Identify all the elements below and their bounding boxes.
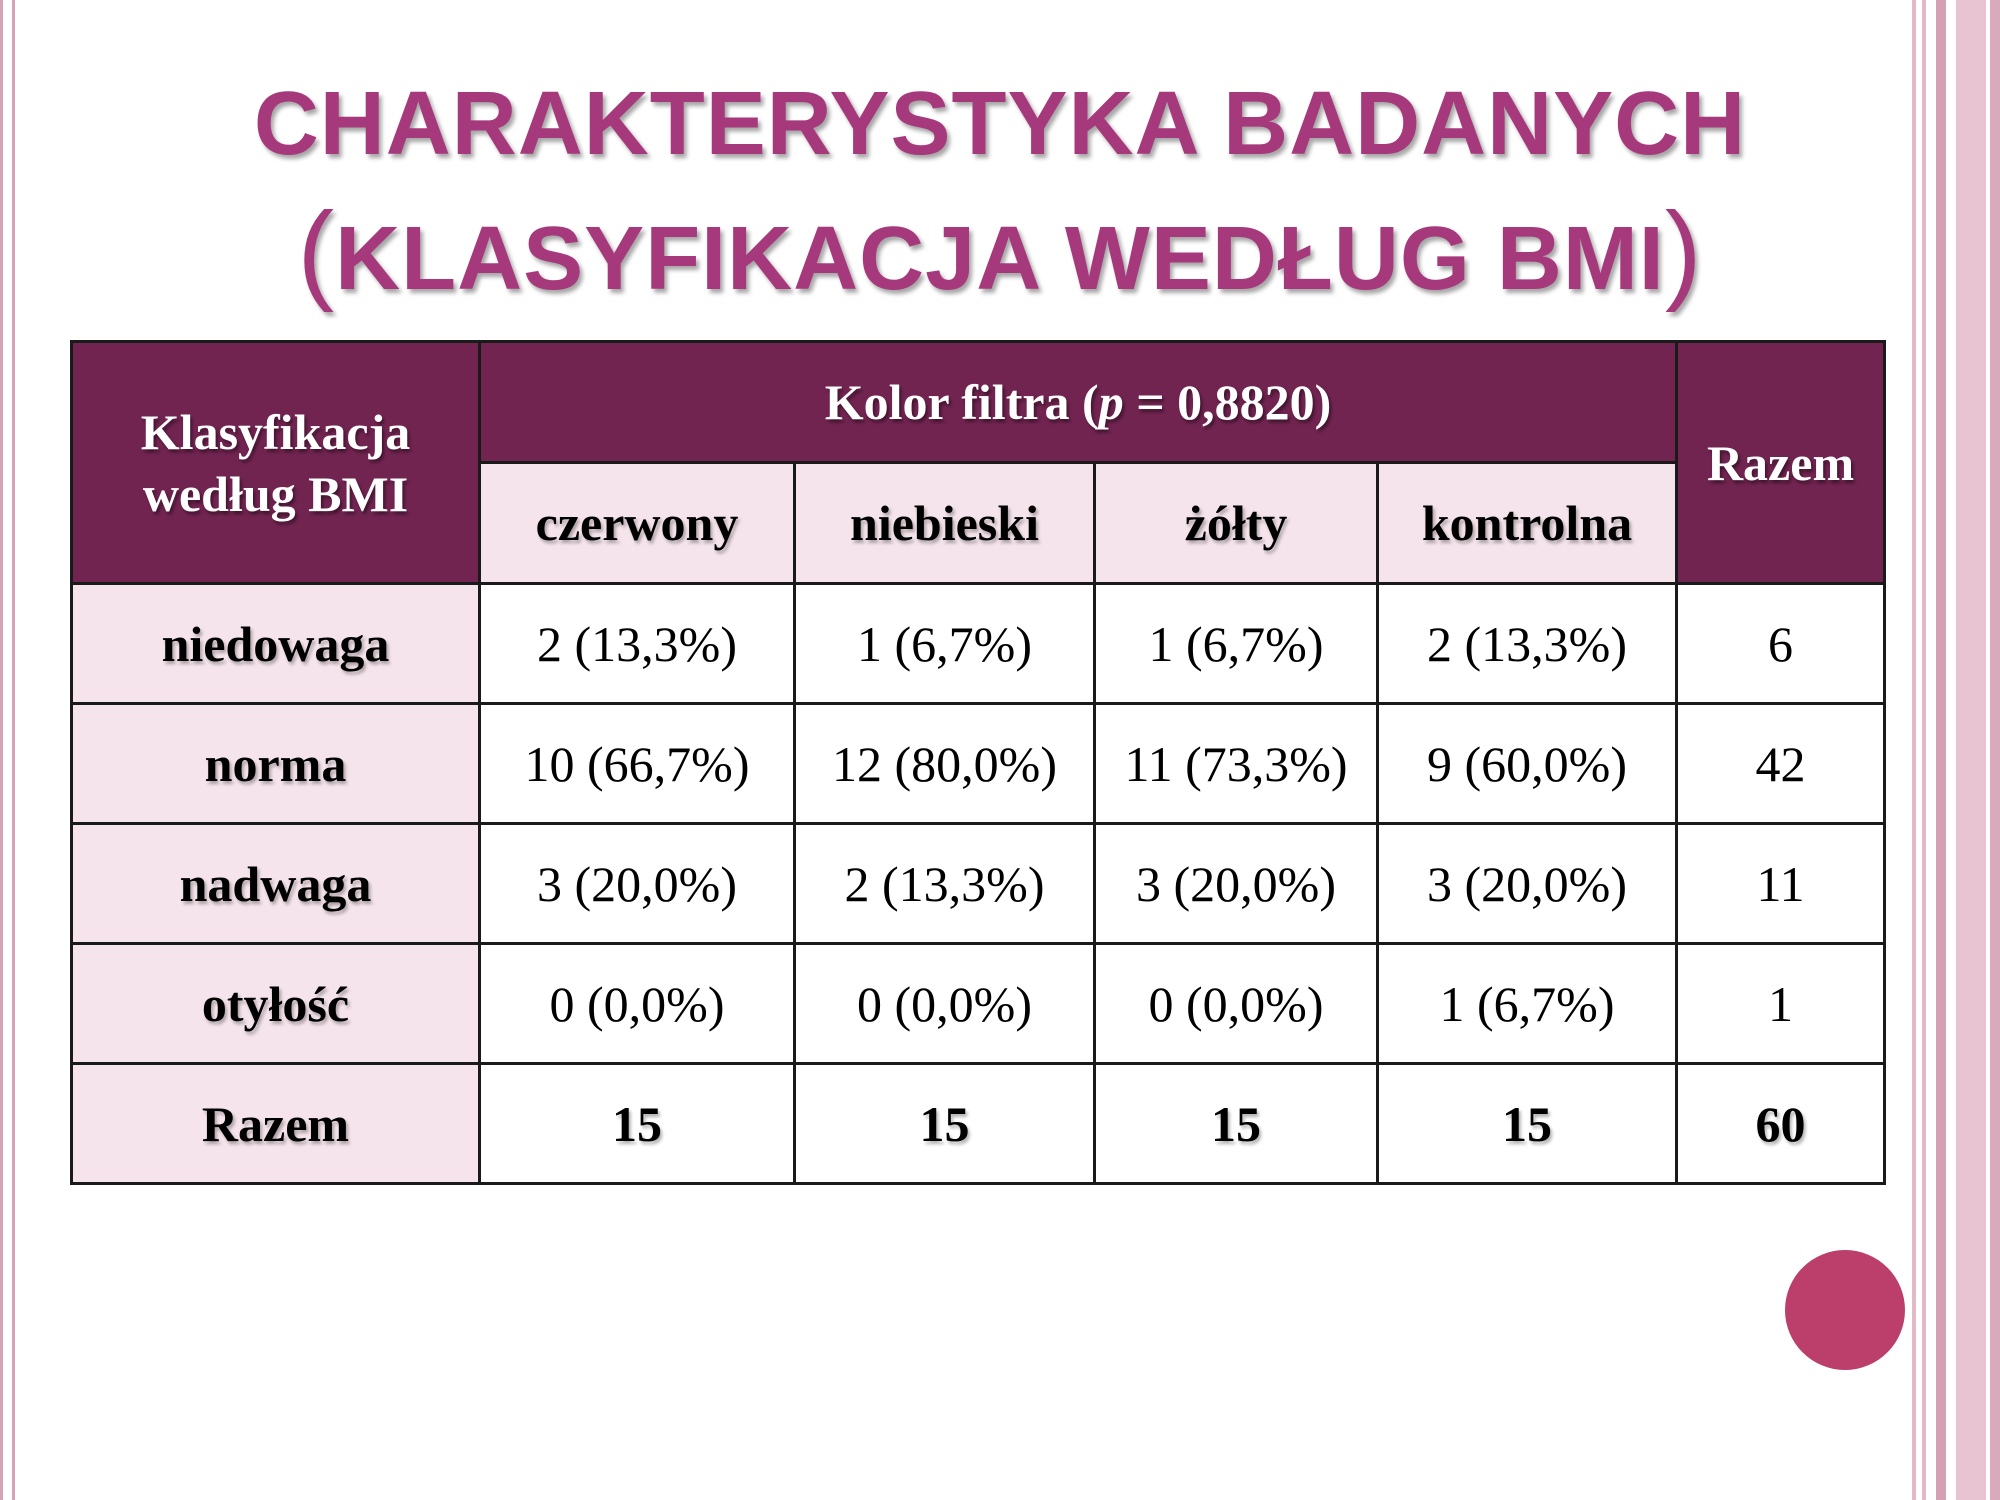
total-header: Razem [1677,342,1885,584]
bmi-table [70,340,1886,1185]
column-header: kontrolna [1378,463,1677,584]
table-cell: 11 (73,3%) [1095,704,1378,824]
group-header [480,342,1677,463]
table-row [72,824,1885,944]
grand-total: 60 [1677,1064,1885,1184]
table-cell: 1 (6,7%) [1095,584,1378,704]
column-header: niebieski [795,463,1095,584]
group-header-suffix: = 0,8820) [1123,374,1332,430]
left-border-line [0,0,3,1500]
table-cell: 0 (0,0%) [1095,944,1378,1064]
right-border-band [1936,0,1946,1500]
slide-title-line1: CHARAKTERYSTYKA BADANYCH [253,74,1747,174]
row-total: 42 [1677,704,1885,824]
table-cell: 15 [1378,1064,1677,1184]
row-total: 6 [1677,584,1885,704]
table-cell: 2 (13,3%) [795,824,1095,944]
table-cell: 15 [1095,1064,1378,1184]
table-cell: 10 (66,7%) [480,704,795,824]
table-row [72,704,1885,824]
table-cell: 0 (0,0%) [480,944,795,1064]
corner-header [72,342,480,584]
column-header: żółty [1095,463,1378,584]
row-label: otyłość [72,944,480,1064]
row-label: Razem [72,1064,480,1184]
corner-header-line2: według BMI [142,465,409,522]
table-cell: 2 (13,3%) [1378,584,1677,704]
column-header: czerwony [480,463,795,584]
table-row [72,944,1885,1064]
slide-title-line2 [150,188,1850,323]
table-cell: 12 (80,0%) [795,704,1095,824]
right-border-band [1956,0,1986,1500]
row-label: nadwaga [72,824,480,944]
group-header-prefix: Kolor filtra ( [824,374,1099,430]
table-cell: 3 (20,0%) [1378,824,1677,944]
table-cell: 1 (6,7%) [1378,944,1677,1064]
table-cell: 0 (0,0%) [795,944,1095,1064]
title-close-paren: ) [1664,190,1703,313]
row-total: 1 [1677,944,1885,1064]
corner-header-line1: Klasyfikacja [140,403,411,460]
right-border-line [1922,0,1926,1500]
table-cell: 3 (20,0%) [480,824,795,944]
table-row [72,584,1885,704]
right-border-edge [1990,0,2000,1500]
table-cell: 9 (60,0%) [1378,704,1677,824]
table-cell: 15 [480,1064,795,1184]
group-header-p: p [1098,374,1124,430]
right-border-line [1912,0,1916,1500]
title-line2-text: KLASYFIKACJA WEDŁUG BMI [335,209,1665,309]
title-open-paren: ( [297,190,336,313]
table-total-row [72,1064,1885,1184]
table-cell: 2 (13,3%) [480,584,795,704]
left-border-line [12,0,15,1500]
table-cell: 1 (6,7%) [795,584,1095,704]
table-cell: 3 (20,0%) [1095,824,1378,944]
row-label: norma [72,704,480,824]
decorative-circle [1785,1250,1905,1370]
slide-title [150,60,1850,323]
row-total: 11 [1677,824,1885,944]
row-label: niedowaga [72,584,480,704]
table-cell: 15 [795,1064,1095,1184]
table-header-row [72,342,1885,463]
